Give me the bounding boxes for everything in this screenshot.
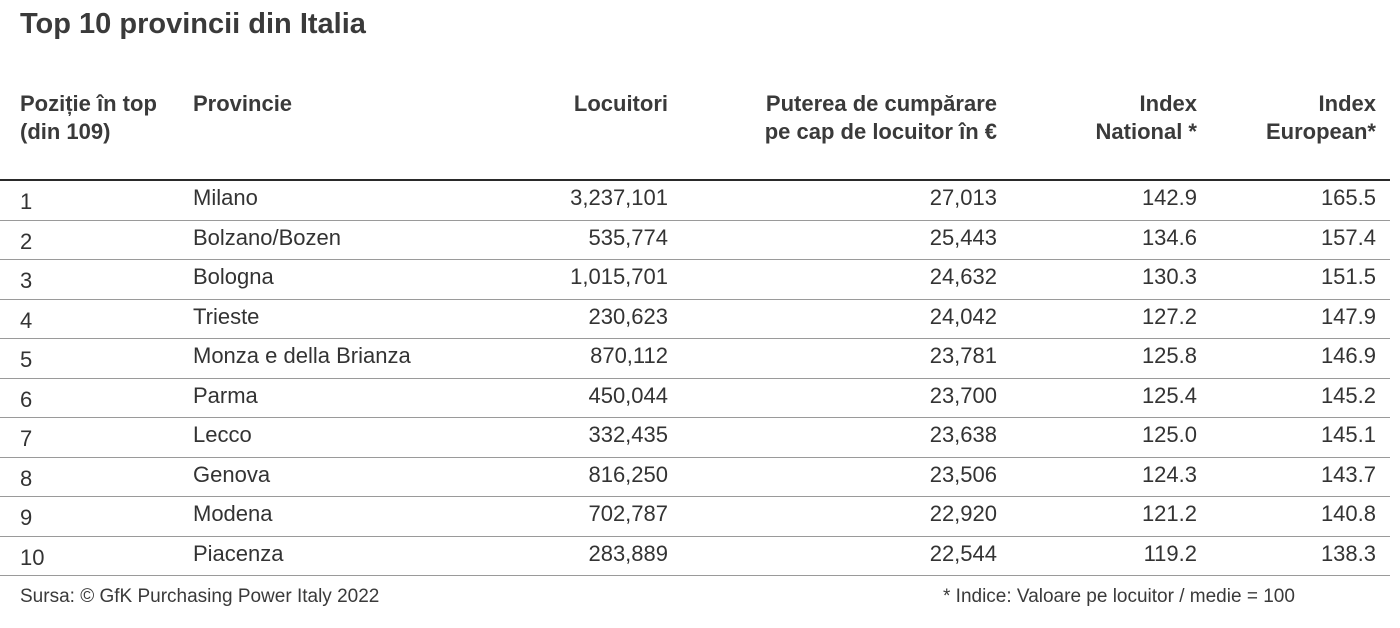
cell-position: 5 [20,347,33,372]
cell-province: Parma [193,382,258,408]
cell-province: Milano [193,185,258,210]
cell-position: 7 [20,426,33,451]
cell-national-index: 130.3 [1141,264,1197,289]
table-row [0,379,1390,419]
header-purchasing-line2: pe cap de locuitor în € [764,119,997,144]
header-european-index [1266,90,1376,146]
header-purchasing-line1: Puterea de cumpărare [765,91,997,116]
cell-province: Bologna [193,264,274,289]
cell-province: Genova [193,461,271,487]
header-inhabitants: Locuitori [573,91,668,116]
cell-position: 2 [20,228,33,254]
cell-european-index: 140.8 [1320,501,1376,526]
cell-purchasing-power: 27,013 [929,185,997,210]
cell-european-index: 147.9 [1320,303,1376,329]
cell-european-index: 145.1 [1320,422,1376,447]
header-position: Poziție în top (din 109) [20,91,157,144]
page-title: Top 10 provincii din Italia [20,8,366,40]
cell-purchasing-power: 23,700 [929,382,997,408]
cell-province: Trieste [193,303,260,329]
cell-province: Bolzano/Bozen [193,224,341,250]
cell-inhabitants: 535,774 [588,224,668,250]
index-footnote: * Indice: Valoare pe locuitor / medie = 100 [943,586,1295,607]
table-body [0,181,1390,576]
cell-inhabitants: 3,237,101 [570,185,668,210]
cell-inhabitants: 1,015,701 [570,264,668,289]
cell-inhabitants: 450,044 [588,382,668,408]
cell-province: Piacenza [193,540,284,566]
cell-position: 1 [20,189,33,214]
cell-inhabitants: 283,889 [588,540,668,566]
source-note: Sursa: © GfK Purchasing Power Italy 2022 [20,586,380,607]
cell-european-index: 165.5 [1320,185,1376,210]
header-national-index [1096,90,1197,146]
cell-european-index: 146.9 [1320,343,1376,368]
cell-position: 4 [20,307,33,333]
cell-province: Modena [193,501,273,526]
cell-position: 3 [20,268,33,293]
cell-national-index: 125.0 [1141,422,1197,447]
cell-european-index: 151.5 [1320,264,1376,289]
cell-european-index: 145.2 [1320,382,1376,408]
cell-national-index: 121.2 [1141,501,1197,526]
cell-european-index: 157.4 [1320,224,1376,250]
cell-inhabitants: 870,112 [590,343,668,368]
cell-purchasing-power: 24,632 [929,264,997,289]
cell-inhabitants: 230,623 [588,303,668,329]
cell-national-index: 125.8 [1141,343,1197,368]
cell-province: Monza e della Brianza [193,343,411,368]
table-row [0,221,1390,261]
header-european-line2: European* [1265,119,1376,144]
cell-purchasing-power: 25,443 [929,224,997,250]
cell-inhabitants: 702,787 [588,501,668,526]
table-header-row [0,90,1390,181]
cell-purchasing-power: 23,506 [929,461,997,487]
cell-purchasing-power: 23,638 [929,422,997,447]
table-row [0,418,1390,458]
header-purchasing-power [765,90,997,146]
cell-european-index: 138.3 [1320,540,1376,566]
provinces-table [0,90,1390,576]
cell-position: 6 [20,386,33,412]
table-row [0,300,1390,340]
cell-position: 8 [20,465,33,491]
cell-position: 9 [20,505,33,530]
cell-purchasing-power: 24,042 [929,303,997,329]
cell-inhabitants: 332,435 [588,422,668,447]
cell-national-index: 124.3 [1141,461,1197,487]
cell-purchasing-power: 22,544 [929,540,997,566]
cell-national-index: 119.2 [1143,540,1197,566]
cell-purchasing-power: 23,781 [929,343,997,368]
cell-purchasing-power: 22,920 [929,501,997,526]
cell-national-index: 142.9 [1141,185,1197,210]
table-row [0,339,1390,379]
cell-national-index: 134.6 [1141,224,1197,250]
header-national-line2: National * [1095,119,1197,144]
header-national-line1: Index [1139,91,1197,116]
header-province: Provincie [193,91,293,116]
cell-national-index: 127.2 [1141,303,1197,329]
table-row [0,260,1390,300]
table-row [0,497,1390,537]
cell-province: Lecco [193,422,252,447]
table-row [0,458,1390,498]
cell-national-index: 125.4 [1141,382,1197,408]
cell-european-index: 143.7 [1320,461,1376,487]
table-row [0,537,1390,577]
table-row [0,181,1390,221]
cell-inhabitants: 816,250 [588,461,668,487]
cell-position: 10 [20,544,45,570]
header-european-line1: Index [1318,91,1376,116]
